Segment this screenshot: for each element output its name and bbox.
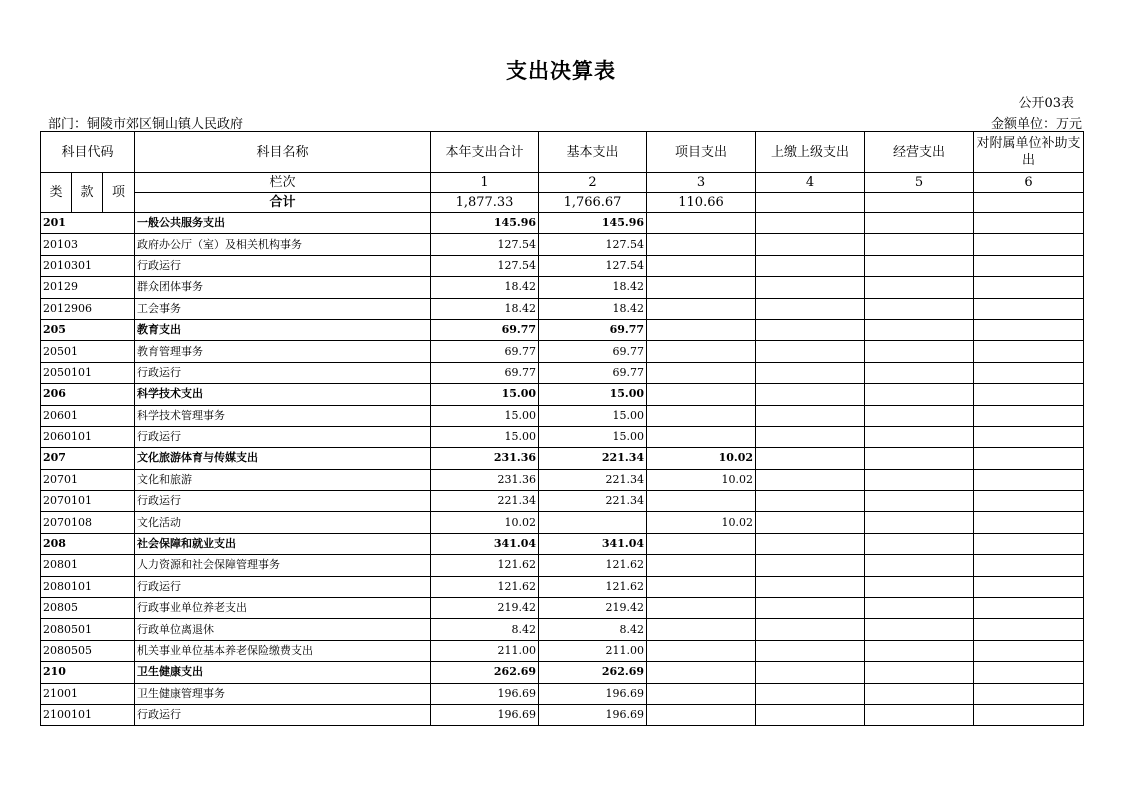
row-subsidy — [974, 512, 1084, 533]
sum-operating — [865, 193, 974, 213]
row-name: 文化活动 — [135, 512, 431, 533]
amount-unit-label: 金额单位：万元 — [990, 117, 1082, 132]
row-basic: 69.77 — [539, 319, 647, 340]
row-name: 行政运行 — [135, 362, 431, 383]
row-upper — [756, 598, 865, 619]
row-basic: 8.42 — [539, 619, 647, 640]
column-no-5: 5 — [865, 173, 974, 193]
table-row — [41, 341, 1084, 362]
table-row — [41, 640, 1084, 661]
row-upper — [756, 362, 865, 383]
row-upper — [756, 448, 865, 469]
row-code: 20805 — [41, 598, 135, 619]
row-upper — [756, 319, 865, 340]
table-row — [41, 384, 1084, 405]
header-basic: 基本支出 — [539, 132, 647, 173]
table-row — [41, 298, 1084, 319]
row-project — [647, 255, 756, 276]
row-code: 20601 — [41, 405, 135, 426]
table-row — [41, 362, 1084, 383]
table-row — [41, 598, 1084, 619]
row-upper — [756, 234, 865, 255]
row-basic: 15.00 — [539, 405, 647, 426]
row-basic: 121.62 — [539, 555, 647, 576]
row-subsidy — [974, 619, 1084, 640]
row-project — [647, 319, 756, 340]
row-total: 8.42 — [431, 619, 539, 640]
row-code: 2050101 — [41, 362, 135, 383]
row-project — [647, 619, 756, 640]
row-name: 行政运行 — [135, 255, 431, 276]
table-row — [41, 662, 1084, 683]
table-row — [41, 683, 1084, 704]
row-code: 210 — [41, 662, 135, 683]
row-project — [647, 491, 756, 512]
row-project: 10.02 — [647, 512, 756, 533]
row-project — [647, 384, 756, 405]
sum-upper — [756, 193, 865, 213]
row-project — [647, 533, 756, 554]
row-upper — [756, 512, 865, 533]
row-name: 一般公共服务支出 — [135, 213, 431, 234]
row-project: 10.02 — [647, 448, 756, 469]
row-operating — [865, 704, 974, 725]
table-row — [41, 277, 1084, 298]
row-upper — [756, 277, 865, 298]
row-operating — [865, 319, 974, 340]
row-operating — [865, 277, 974, 298]
row-subsidy — [974, 384, 1084, 405]
row-project — [647, 298, 756, 319]
row-upper — [756, 533, 865, 554]
row-code: 20801 — [41, 555, 135, 576]
column-no-4: 4 — [756, 173, 865, 193]
row-total: 127.54 — [431, 234, 539, 255]
row-operating — [865, 448, 974, 469]
row-upper — [756, 298, 865, 319]
row-subsidy — [974, 576, 1084, 597]
row-subsidy — [974, 234, 1084, 255]
row-name: 政府办公厅（室）及相关机构事务 — [135, 234, 431, 255]
row-code: 2060101 — [41, 426, 135, 447]
row-name: 工会事务 — [135, 298, 431, 319]
row-code: 2070101 — [41, 491, 135, 512]
table-row — [41, 491, 1084, 512]
table-row — [41, 234, 1084, 255]
row-operating — [865, 640, 974, 661]
row-basic: 221.34 — [539, 491, 647, 512]
row-name: 社会保障和就业支出 — [135, 533, 431, 554]
row-upper — [756, 704, 865, 725]
row-operating — [865, 213, 974, 234]
row-basic: 262.69 — [539, 662, 647, 683]
table-row — [41, 469, 1084, 490]
row-subsidy — [974, 448, 1084, 469]
row-project — [647, 405, 756, 426]
table-row — [41, 448, 1084, 469]
table-row — [41, 213, 1084, 234]
row-code: 205 — [41, 319, 135, 340]
row-operating — [865, 341, 974, 362]
row-name: 科学技术管理事务 — [135, 405, 431, 426]
column-no-1: 1 — [431, 173, 539, 193]
row-upper — [756, 426, 865, 447]
row-name: 行政事业单位养老支出 — [135, 598, 431, 619]
row-code: 2010301 — [41, 255, 135, 276]
row-operating — [865, 619, 974, 640]
row-name: 行政单位离退休 — [135, 619, 431, 640]
row-upper — [756, 683, 865, 704]
row-total: 121.62 — [431, 555, 539, 576]
row-name: 行政运行 — [135, 491, 431, 512]
row-operating — [865, 491, 974, 512]
table-row — [41, 255, 1084, 276]
row-basic: 196.69 — [539, 704, 647, 725]
sum-total: 1,877.33 — [431, 193, 539, 213]
row-basic: 219.42 — [539, 598, 647, 619]
row-code: 2012906 — [41, 298, 135, 319]
row-upper — [756, 255, 865, 276]
header-code: 科目代码 — [41, 132, 135, 173]
row-name: 科学技术支出 — [135, 384, 431, 405]
row-code: 208 — [41, 533, 135, 554]
row-name: 教育管理事务 — [135, 341, 431, 362]
row-project — [647, 576, 756, 597]
row-subsidy — [974, 598, 1084, 619]
row-project — [647, 598, 756, 619]
row-operating — [865, 662, 974, 683]
row-project: 10.02 — [647, 469, 756, 490]
row-basic: 211.00 — [539, 640, 647, 661]
row-upper — [756, 576, 865, 597]
row-total: 15.00 — [431, 384, 539, 405]
table-row — [41, 533, 1084, 554]
row-total: 219.42 — [431, 598, 539, 619]
row-upper — [756, 662, 865, 683]
row-project — [647, 704, 756, 725]
page-title: 支出决算表 — [506, 59, 616, 83]
row-total: 18.42 — [431, 277, 539, 298]
row-total: 231.36 — [431, 448, 539, 469]
table-row — [41, 426, 1084, 447]
row-total: 231.36 — [431, 469, 539, 490]
header-xiang: 项 — [103, 173, 135, 213]
row-total: 69.77 — [431, 341, 539, 362]
header-column-no: 栏次 — [135, 173, 431, 193]
row-total: 196.69 — [431, 704, 539, 725]
row-basic: 221.34 — [539, 469, 647, 490]
row-upper — [756, 341, 865, 362]
row-total: 69.77 — [431, 362, 539, 383]
row-upper — [756, 405, 865, 426]
header-subsidy: 对附属单位补助支出 — [974, 132, 1084, 173]
row-project — [647, 555, 756, 576]
column-no-3: 3 — [647, 173, 756, 193]
table-row — [41, 704, 1084, 725]
row-operating — [865, 555, 974, 576]
row-total: 121.62 — [431, 576, 539, 597]
row-project — [647, 683, 756, 704]
row-project — [647, 234, 756, 255]
row-code: 206 — [41, 384, 135, 405]
row-basic: 15.00 — [539, 384, 647, 405]
row-operating — [865, 683, 974, 704]
row-basic: 127.54 — [539, 255, 647, 276]
table-row — [41, 576, 1084, 597]
row-basic: 221.34 — [539, 448, 647, 469]
row-project — [647, 277, 756, 298]
header-total: 本年支出合计 — [431, 132, 539, 173]
row-upper — [756, 640, 865, 661]
row-code: 2080501 — [41, 619, 135, 640]
row-subsidy — [974, 491, 1084, 512]
row-name: 文化和旅游 — [135, 469, 431, 490]
row-operating — [865, 255, 974, 276]
row-subsidy — [974, 298, 1084, 319]
header-kuan: 款 — [72, 173, 103, 213]
row-operating — [865, 362, 974, 383]
row-subsidy — [974, 704, 1084, 725]
row-subsidy — [974, 640, 1084, 661]
row-name: 行政运行 — [135, 704, 431, 725]
row-operating — [865, 426, 974, 447]
row-upper — [756, 384, 865, 405]
row-total: 145.96 — [431, 213, 539, 234]
row-operating — [865, 469, 974, 490]
sum-project: 110.66 — [647, 193, 756, 213]
row-upper — [756, 619, 865, 640]
row-operating — [865, 533, 974, 554]
row-total: 18.42 — [431, 298, 539, 319]
row-name: 机关事业单位基本养老保险缴费支出 — [135, 640, 431, 661]
expenditure-table — [40, 131, 1084, 726]
row-basic — [539, 512, 647, 533]
row-subsidy — [974, 213, 1084, 234]
row-code: 2100101 — [41, 704, 135, 725]
row-total: 262.69 — [431, 662, 539, 683]
row-code: 2070108 — [41, 512, 135, 533]
row-basic: 69.77 — [539, 341, 647, 362]
row-subsidy — [974, 662, 1084, 683]
row-subsidy — [974, 405, 1084, 426]
row-code: 201 — [41, 213, 135, 234]
row-operating — [865, 234, 974, 255]
row-name: 行政运行 — [135, 576, 431, 597]
row-code: 2080505 — [41, 640, 135, 661]
row-project — [647, 362, 756, 383]
row-operating — [865, 512, 974, 533]
row-name: 群众团体事务 — [135, 277, 431, 298]
row-name: 文化旅游体育与传媒支出 — [135, 448, 431, 469]
row-subsidy — [974, 533, 1084, 554]
row-subsidy — [974, 341, 1084, 362]
row-code: 20701 — [41, 469, 135, 490]
column-no-6: 6 — [974, 173, 1084, 193]
header-operating: 经营支出 — [865, 132, 974, 173]
header-project: 项目支出 — [647, 132, 756, 173]
row-basic: 18.42 — [539, 277, 647, 298]
row-code: 20129 — [41, 277, 135, 298]
row-code: 207 — [41, 448, 135, 469]
row-total: 15.00 — [431, 426, 539, 447]
sum-basic: 1,766.67 — [539, 193, 647, 213]
table-row — [41, 555, 1084, 576]
row-subsidy — [974, 362, 1084, 383]
row-upper — [756, 555, 865, 576]
row-project — [647, 213, 756, 234]
row-project — [647, 662, 756, 683]
row-basic: 127.54 — [539, 234, 647, 255]
row-name: 人力资源和社会保障管理事务 — [135, 555, 431, 576]
column-no-2: 2 — [539, 173, 647, 193]
row-code: 20501 — [41, 341, 135, 362]
row-subsidy — [974, 255, 1084, 276]
row-operating — [865, 576, 974, 597]
table-row — [41, 512, 1084, 533]
department-label: 部门：铜陵市郊区铜山镇人民政府 — [48, 117, 244, 132]
row-total: 221.34 — [431, 491, 539, 512]
table-row — [41, 405, 1084, 426]
row-code: 21001 — [41, 683, 135, 704]
header-upper: 上缴上级支出 — [756, 132, 865, 173]
row-basic: 196.69 — [539, 683, 647, 704]
row-operating — [865, 298, 974, 319]
row-upper — [756, 491, 865, 512]
row-subsidy — [974, 277, 1084, 298]
row-name: 卫生健康管理事务 — [135, 683, 431, 704]
row-subsidy — [974, 426, 1084, 447]
sum-subsidy — [974, 193, 1084, 213]
row-subsidy — [974, 555, 1084, 576]
row-total: 211.00 — [431, 640, 539, 661]
row-project — [647, 341, 756, 362]
row-basic: 145.96 — [539, 213, 647, 234]
row-upper — [756, 213, 865, 234]
row-code: 20103 — [41, 234, 135, 255]
row-total: 341.04 — [431, 533, 539, 554]
row-operating — [865, 384, 974, 405]
row-total: 69.77 — [431, 319, 539, 340]
row-code: 2080101 — [41, 576, 135, 597]
row-total: 127.54 — [431, 255, 539, 276]
row-total: 10.02 — [431, 512, 539, 533]
row-project — [647, 640, 756, 661]
header-name: 科目名称 — [135, 132, 431, 173]
table-row — [41, 619, 1084, 640]
row-basic: 341.04 — [539, 533, 647, 554]
row-basic: 69.77 — [539, 362, 647, 383]
row-total: 196.69 — [431, 683, 539, 704]
row-basic: 15.00 — [539, 426, 647, 447]
header-lei: 类 — [41, 173, 72, 213]
row-subsidy — [974, 469, 1084, 490]
form-number: 公开03表 — [1018, 96, 1074, 111]
row-basic: 18.42 — [539, 298, 647, 319]
row-name: 教育支出 — [135, 319, 431, 340]
row-name: 行政运行 — [135, 426, 431, 447]
row-project — [647, 426, 756, 447]
row-upper — [756, 469, 865, 490]
table-row — [41, 319, 1084, 340]
row-operating — [865, 405, 974, 426]
row-basic: 121.62 — [539, 576, 647, 597]
row-subsidy — [974, 319, 1084, 340]
row-subsidy — [974, 683, 1084, 704]
row-operating — [865, 598, 974, 619]
row-total: 15.00 — [431, 405, 539, 426]
sum-label: 合计 — [135, 193, 431, 213]
row-name: 卫生健康支出 — [135, 662, 431, 683]
